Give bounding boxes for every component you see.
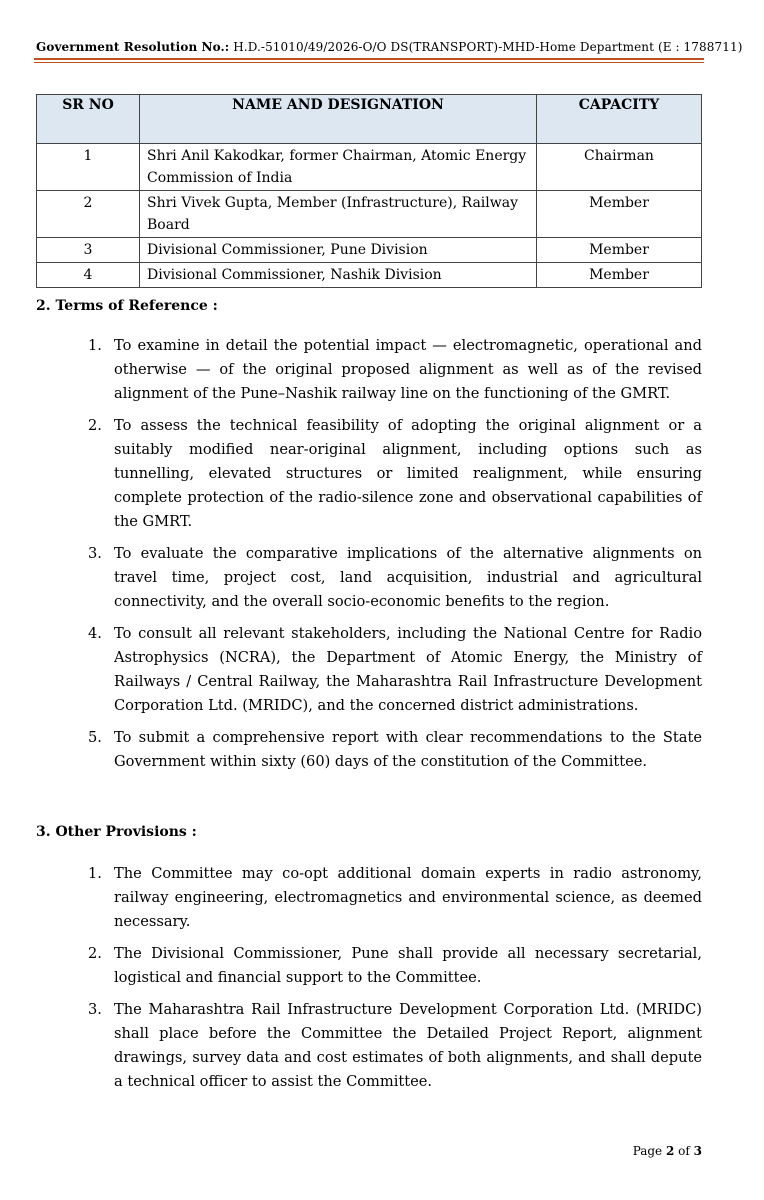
page-total: 3 xyxy=(693,1144,702,1158)
list-item xyxy=(88,726,702,774)
cell-sr-no: 2 xyxy=(37,191,140,238)
committee-members-table xyxy=(36,94,702,288)
list-item-number: 1. xyxy=(88,865,102,882)
table-row xyxy=(37,263,702,288)
header-rule-thick xyxy=(34,58,704,60)
of-word: of xyxy=(674,1144,694,1158)
document-header xyxy=(36,40,743,54)
list-item-number: 3. xyxy=(88,1001,102,1018)
page-footer xyxy=(633,1144,702,1158)
terms-of-reference-list xyxy=(88,334,702,782)
column-header-capacity: CAPACITY xyxy=(537,95,702,144)
list-item-text: To consult all relevant stakeholders, including the National Centre for Radio Astrophysics (NCRA), the Department of Atomic Energy, the Ministry of Railways / Central Railway, the Maharashtra Rail Infrastructure Development Corporation Ltd. (MRIDC), and the concerned district administrations. xyxy=(114,625,702,714)
list-item xyxy=(88,862,702,934)
cell-name: Shri Vivek Gupta, Member (Infrastructure), Railway Board xyxy=(140,191,537,238)
table-row xyxy=(37,238,702,263)
cell-sr-no: 1 xyxy=(37,144,140,191)
list-item-number: 2. xyxy=(88,945,102,962)
list-item-text: To evaluate the comparative implications of the alternative alignments on travel time, project cost, land acquisition, industrial and agricultural connectivity, and the overall socio-economic benefits to the region. xyxy=(114,545,702,610)
list-item-text: The Divisional Commissioner, Pune shall provide all necessary secretarial, logistical and financial support to the Committee. xyxy=(114,945,702,986)
list-item xyxy=(88,998,702,1094)
list-item-number: 2. xyxy=(88,417,102,434)
table-row xyxy=(37,144,702,191)
header-rule-thin xyxy=(34,62,704,63)
cell-sr-no: 4 xyxy=(37,263,140,288)
list-item xyxy=(88,622,702,718)
cell-capacity: Member xyxy=(537,238,702,263)
list-item xyxy=(88,542,702,614)
list-item xyxy=(88,942,702,990)
cell-capacity: Member xyxy=(537,191,702,238)
resolution-label: Government Resolution No.: xyxy=(36,40,230,54)
page-word: Page xyxy=(632,1144,666,1158)
table-header-row xyxy=(37,95,702,144)
list-item-text: To submit a comprehensive report with clear recommendations to the State Government within sixty (60) days of the constitution of the Committee. xyxy=(114,729,702,770)
terms-of-reference-heading: 2. Terms of Reference : xyxy=(36,298,218,314)
list-item-number: 4. xyxy=(88,625,102,642)
other-provisions-heading: 3. Other Provisions : xyxy=(36,824,197,840)
other-provisions-list xyxy=(88,862,702,1102)
list-item-text: The Maharashtra Rail Infrastructure Development Corporation Ltd. (MRIDC) shall place before the Committee the Detailed Project Report, alignment drawings, survey data and cost estimates of both alignments, and shall depute a technical officer to assist the Committee. xyxy=(114,1001,702,1090)
list-item-text: To examine in detail the potential impact — electromagnetic, operational and otherwise — of the original proposed alignment as well as of the revised alignment of the Pune–Nashik railway line on the functioning of the GMRT. xyxy=(114,337,702,402)
cell-sr-no: 3 xyxy=(37,238,140,263)
page-number: 2 xyxy=(665,1144,675,1158)
list-item xyxy=(88,414,702,534)
cell-capacity: Member xyxy=(537,263,702,288)
cell-name: Divisional Commissioner, Pune Division xyxy=(140,238,537,263)
list-item-text: The Committee may co-opt additional domain experts in radio astronomy, railway engineering, electromagnetics and environmental science, as deemed necessary. xyxy=(114,865,702,930)
table-row xyxy=(37,191,702,238)
list-item-text: To assess the technical feasibility of adopting the original alignment or a suitably modified near-original alignment, including options such as tunnelling, elevated structures or limited realignment, while ensuring complete protection of the radio-silence zone and observational capabilities of the GMRT. xyxy=(114,417,702,530)
column-header-name: NAME AND DESIGNATION xyxy=(140,95,537,144)
cell-name: Shri Anil Kakodkar, former Chairman, Atomic Energy Commission of India xyxy=(140,144,537,191)
column-header-sr-no: SR NO xyxy=(37,95,140,144)
resolution-number: H.D.-51010/49/2026-O/O DS(TRANSPORT)-MHD-Home Department (E : 1788711) xyxy=(229,40,743,54)
list-item-number: 1. xyxy=(88,337,102,354)
list-item-number: 5. xyxy=(88,729,102,746)
list-item-number: 3. xyxy=(88,545,102,562)
cell-name: Divisional Commissioner, Nashik Division xyxy=(140,263,537,288)
list-item xyxy=(88,334,702,406)
cell-capacity: Chairman xyxy=(537,144,702,191)
